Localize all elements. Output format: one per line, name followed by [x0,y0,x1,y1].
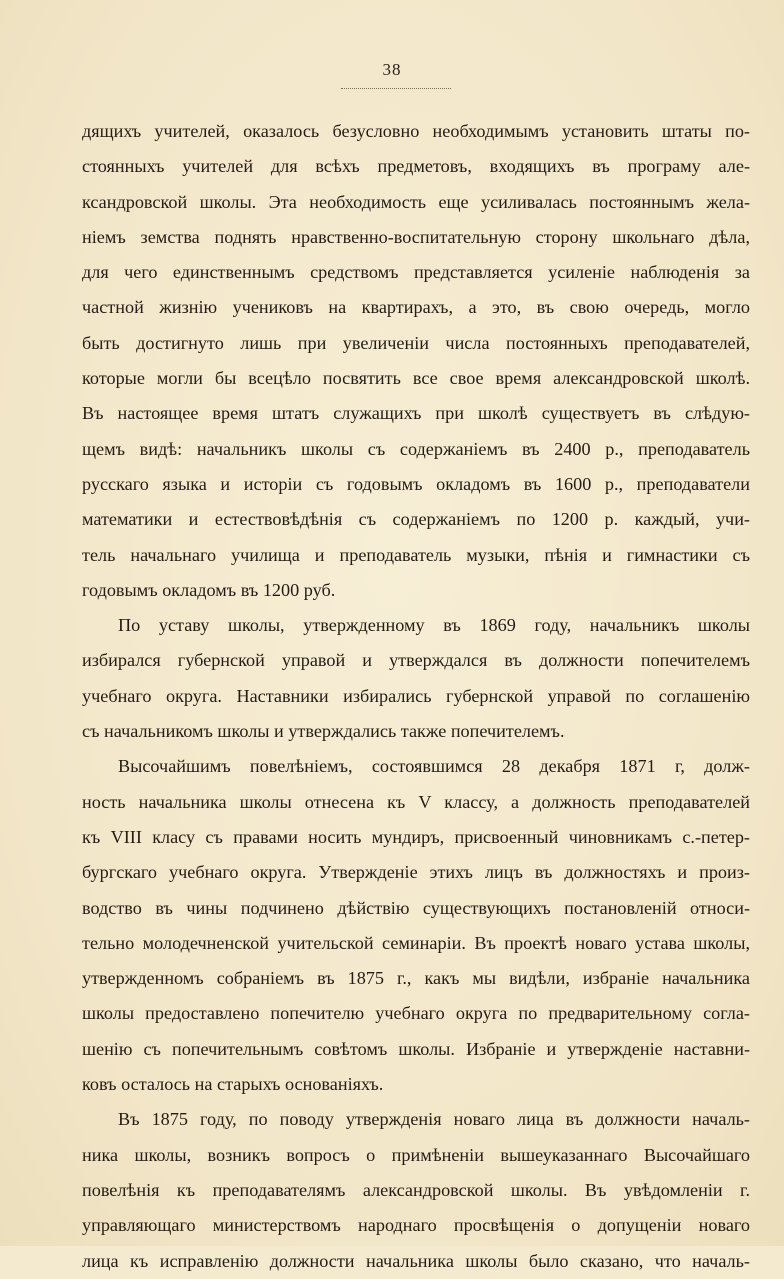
text-line: тель начальнаго училища и преподаватель музыки, пѣнія и гимнастики съ [82,544,750,565]
text-line: русскаго языка и исторіи съ годовымъ окладомъ въ 1600 р., преподаватели [82,473,750,494]
text-line: щемъ видѣ: начальникъ школы съ содержаніемъ въ 2400 р., преподаватель [82,438,750,459]
text-line: Въ настоящее время штатъ служащихъ при школѣ существуетъ въ слѣдую- [82,403,750,424]
text-line: ксандровской школы. Эта необходимость еще усиливалась постояннымъ жела- [82,191,750,212]
text-line: лица къ исправленію должности начальника школы было сказано, что началь- [82,1250,750,1271]
text-line: тельно молодечненской учительской семинаріи. Въ проектѣ новаго устава школы, [82,932,750,953]
text-line: быть достигнуто лишь при увеличеніи числа постоянныхъ преподавателей, [82,332,750,353]
text-line: ніемъ земства поднять нравственно-воспитательную сторону школьнаго дѣла, [82,226,750,247]
text-line: частной жизнію учениковъ на квартирахъ, а это, въ свою очередь, могло [82,297,750,318]
text-line: управляющаго министерствомъ народнаго просвѣщенія о допущеніи новаго [82,1215,750,1236]
text-line: бургскаго учебнаго округа. Утвержденіе этихъ лицъ въ должностяхъ и произ- [82,862,750,883]
text-line: ника школы, возникъ вопросъ о примѣненіи вышеуказаннаго Высочайшаго [82,1144,750,1165]
text-line: По уставу школы, утвержденному въ 1869 году, начальникъ школы [118,615,750,636]
text-line: избирался губернской управой и утверждался въ должности попечителемъ [82,650,750,671]
body-text [82,114,750,1279]
page-number-rule [341,88,451,89]
text-line: дящихъ учителей, оказалось безусловно необходимымъ установить штаты по- [82,121,750,141]
text-line: ковъ осталось на старыхъ основаніяхъ. [82,1074,384,1095]
text-line: которые могли бы всецѣло посвятить все свое время александровской школѣ. [82,368,750,389]
text-line: повелѣнія къ преподавателямъ александровской школы. Въ увѣдомленіи г. [82,1179,750,1200]
text-line: учебнаго округа. Наставники избирались губернской управой по соглашенію [82,685,750,706]
text-line: Высочайшимъ повелѣніемъ, состоявшимся 28 декабря 1871 г, долж- [118,756,750,777]
text-line: съ начальникомъ школы и утверждались также попечителемъ. [82,721,565,742]
text-line: математики и естествовѣдѣнія съ содержаніемъ по 1200 р. каждый, учи- [82,509,750,530]
text-line: школы предоставлено попечителю учебнаго округа по предварительному согла- [82,1003,750,1024]
text-line: водство въ чины подчинено дѣйствію существующихъ постановленій относи- [82,897,750,918]
text-line: стоянныхъ учителей для всѣхъ предметовъ, входящихъ въ програму але- [82,156,750,177]
text-line: шенію съ попечительнымъ совѣтомъ школы. Избраніе и утвержденіе наставни- [82,1038,750,1059]
text-line: ность начальника школы отнесена къ V классу, а должность преподавателей [82,791,750,812]
text-line: утвержденномъ собраніемъ въ 1875 г., какъ мы видѣли, избраніе начальника [82,968,750,989]
text-line: къ VIII класу съ правами носить мундиръ, присвоенный чиновникамъ с.-петер- [82,826,750,847]
text-line: для чего единственнымъ средствомъ представляется усиленіе наблюденія за [82,262,750,283]
page-number: 38 [382,60,402,79]
text-line: годовымъ окладомъ въ 1200 руб. [82,579,336,600]
text-line: Въ 1875 году, по поводу утвержденія новаго лица въ должности началь- [118,1109,750,1130]
